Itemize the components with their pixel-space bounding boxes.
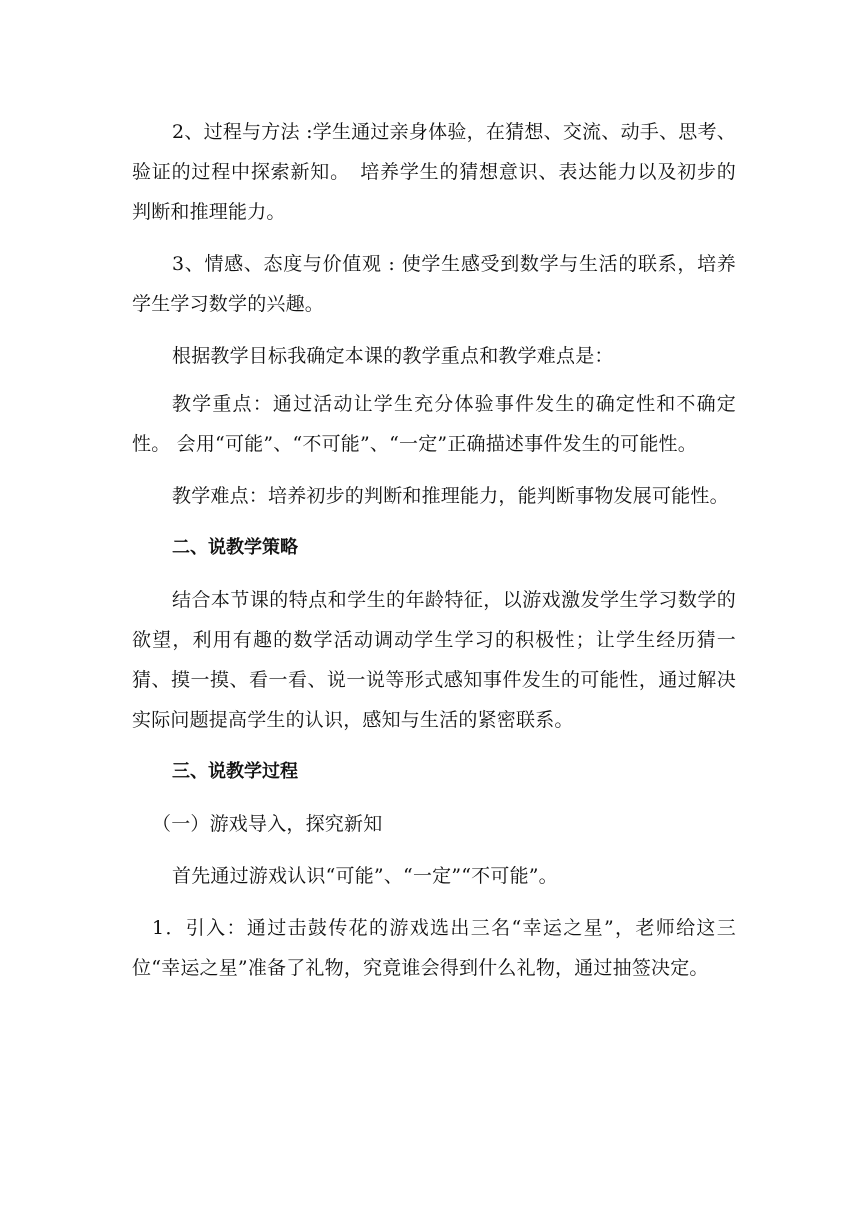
paragraph-key-point: 教学重点：通过活动让学生充分体验事件发生的确定性和不确定性。 会用“可能”、“不可能”、“一定”正确描述事件发生的可能性。 [132, 393, 736, 455]
paragraph-key-points-intro: 根据教学目标我确定本课的教学重点和教学难点是： [172, 345, 614, 367]
subheading-game-intro: （一）游戏导入，探究新知 [152, 813, 383, 835]
paragraph-intro-line: 首先通过游戏认识“可能”、“一定”“不可能”。 [172, 865, 558, 887]
heading-teaching-strategy: 二、说教学策略 [172, 537, 298, 558]
paragraph-step-one: 1．引入：通过击鼓传花的游戏选出三名“幸运之星”，老师给这三位“幸运之星”准备了礼物，究竟谁会得到什么礼物，通过抽签决定。 [132, 917, 736, 979]
document-page [132, 112, 736, 1000]
paragraph-difficulty: 教学难点：培养初步的判断和推理能力，能判断事物发展可能性。 [172, 485, 729, 507]
heading-teaching-process: 三、说教学过程 [172, 761, 298, 782]
paragraph-strategy: 结合本节课的特点和学生的年龄特征，以游戏激发学生学习数学的欲望，利用有趣的数学活动调动学生学习的积极性；让学生经历猜一猜、摸一摸、看一看、说一说等形式感知事件发生的可能性，通过解决实际问题提高学生的认识，感知与生活的紧密联系。 [132, 589, 736, 731]
paragraph-emotion-attitude: 3、情感、态度与价值观 : 使学生感受到数学与生活的联系，培养学生学习数学的兴趣。 [132, 253, 736, 315]
paragraph-process-method: 2、过程与方法 :学生通过亲身体验，在猜想、交流、动手、思考、验证的过程中探索新知。 培养学生的猜想意识、表达能力以及初步的判断和推理能力。 [132, 121, 736, 223]
